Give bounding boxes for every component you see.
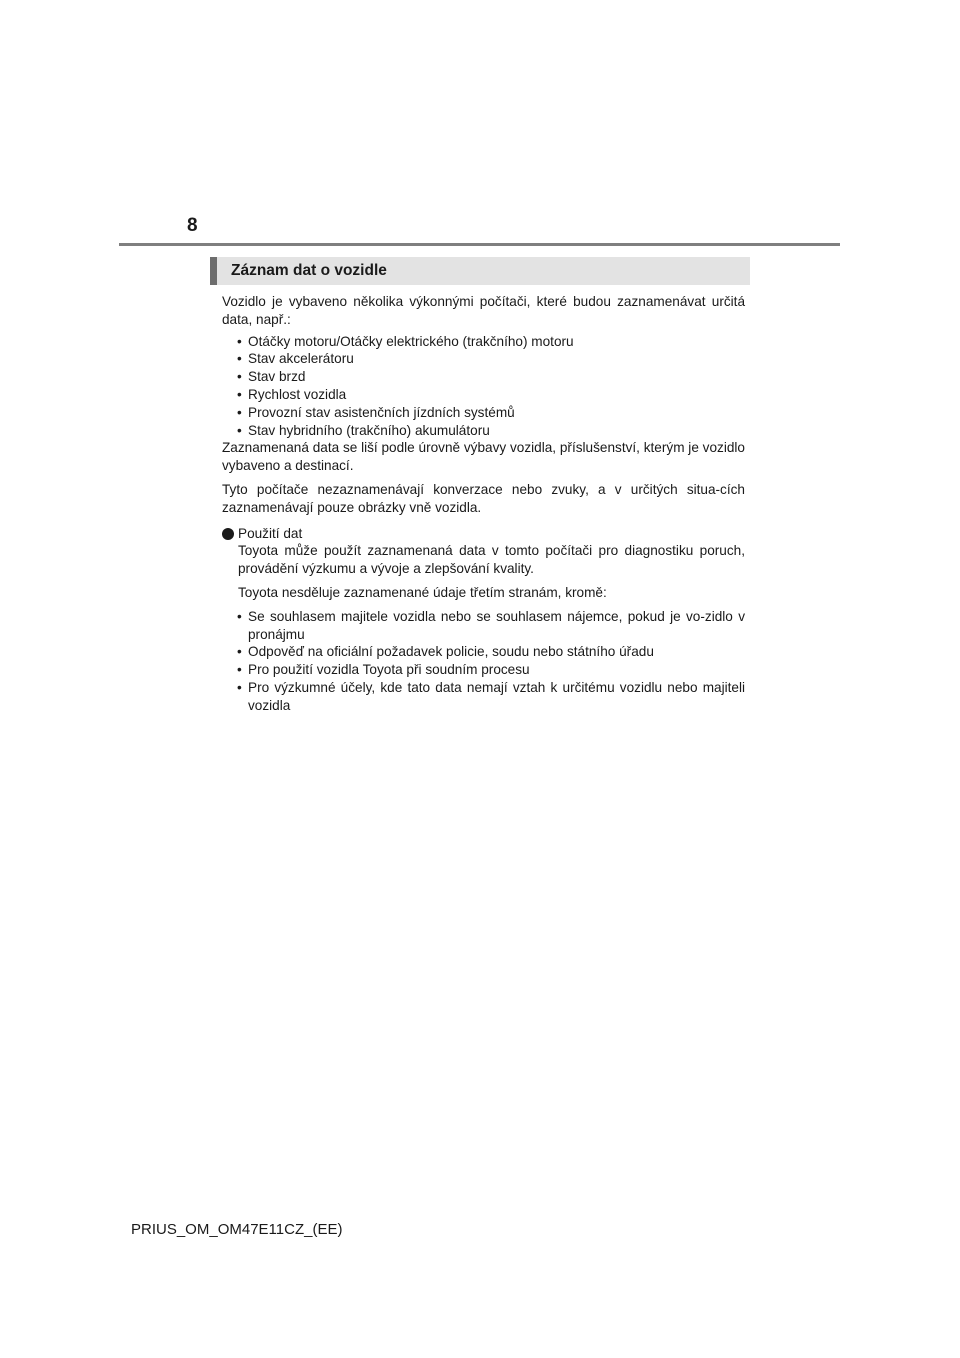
section-body — [222, 293, 745, 715]
usage-paragraph-1: Toyota může použít zaznamenaná data v tomto počítači pro diagnostiku poruch, provádění výzkumu a vývoje a zlepšování kvality. — [238, 543, 745, 577]
list-item: • Pro výzkumné účely, kde tato data nemají vztah k určitému vozidlu nebo majiteli vozidla — [237, 679, 745, 715]
list-item: • Se souhlasem majitele vozidla nebo se souhlasem nájemce, pokud je vo-zidlo v pronájmu — [237, 608, 745, 644]
list-item: • Odpověď na oficiální požadavek policie, soudu nebo státního úřadu — [237, 643, 745, 661]
section-title: Záznam dat o vozidle — [231, 262, 387, 279]
intro-paragraph: Vozidlo je vybaveno několika výkonnými počítači, které budou zaznamenávat určitá data, např.: — [222, 294, 745, 327]
list-item: • Stav brzd — [237, 368, 745, 386]
usage-heading — [222, 525, 745, 543]
usage-paragraph-2: Toyota nesděluje zaznamenané údaje třetím stranám, kromě: — [238, 584, 607, 600]
list-item: • Rychlost vozidla — [237, 386, 745, 404]
usage-block — [222, 542, 745, 601]
list-item: • Provozní stav asistenčních jízdních systémů — [237, 404, 745, 422]
top-rule — [119, 243, 840, 246]
usage-heading-text: Použití dat — [238, 525, 303, 541]
no-audio-paragraph: Tyto počítače nezaznamenávají konverzace nebo zvuky, a v určitých situa-cích zaznamenávají pouze obrázky vně vozidla. — [222, 481, 745, 515]
section-header — [210, 257, 750, 285]
list-item: • Stav hybridního (trakčního) akumulátoru — [237, 422, 745, 440]
document-code-footer: PRIUS_OM_OM47E11CZ_(EE) — [131, 1221, 343, 1238]
list-item: • Pro použití vozidla Toyota při soudním procesu — [237, 661, 745, 679]
variation-paragraph: Zaznamenaná data se liší podle úrovně výbavy vozidla, příslušenství, kterým je vozidlo vybaveno a destinací. — [222, 440, 745, 474]
list-item: • Otáčky motoru/Otáčky elektrického (trakčního) motoru — [237, 333, 745, 351]
recorded-data-list — [222, 333, 745, 440]
list-item: • Stav akcelerátoru — [237, 350, 745, 368]
bullet-circle-icon — [222, 528, 234, 540]
disclosure-exceptions-list — [222, 608, 745, 715]
page-number: 8 — [187, 215, 198, 236]
